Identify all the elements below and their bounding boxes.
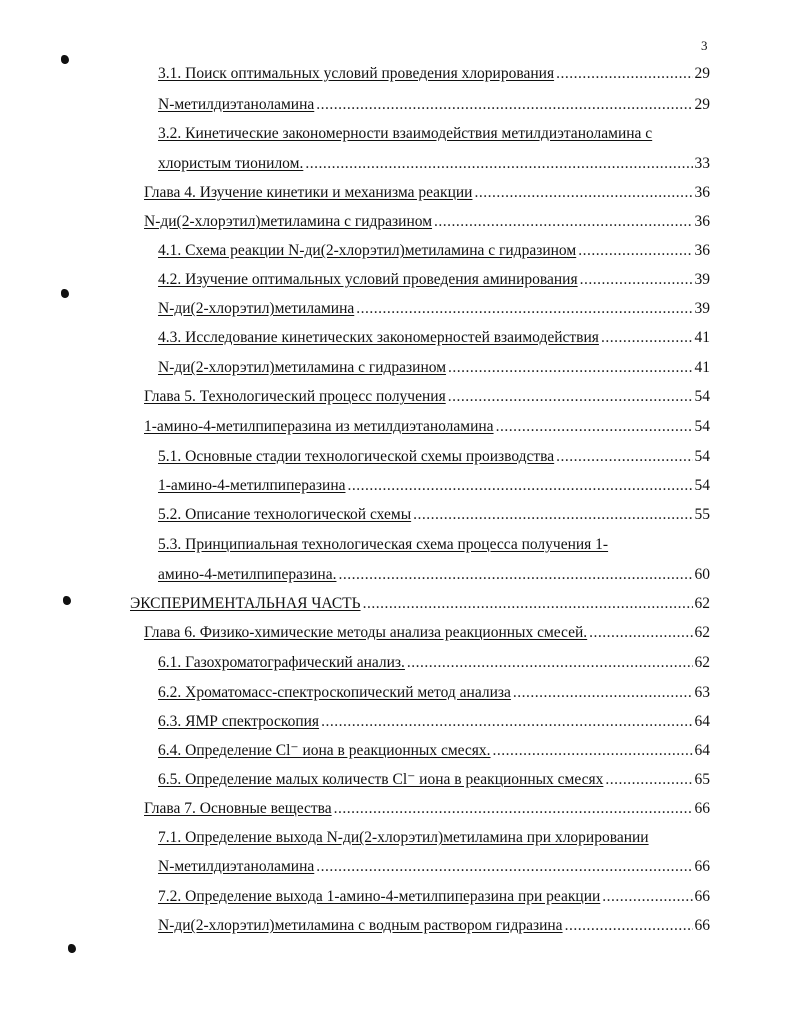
toc-entry[interactable] (144, 800, 710, 818)
toc-entry-page: 36 (694, 213, 710, 230)
toc-entry-page: 66 (694, 858, 710, 875)
toc-entry-text: 7.1. Определение выхода N-ди(2-хлорэтил)метиламина при хлорировании (158, 829, 649, 846)
toc-entry-page: 63 (694, 684, 710, 701)
toc-entry-page: 62 (694, 624, 710, 641)
toc-entry-text: 4.3. Исследование кинетических закономерностей взаимодействия (158, 329, 599, 346)
toc-entry[interactable] (158, 566, 710, 584)
toc-entry[interactable] (144, 624, 710, 642)
toc-entry[interactable] (158, 96, 710, 114)
toc-entry-text: N-ди(2-хлорэтил)метиламина с водным раствором гидразина (158, 917, 563, 934)
toc-entry-page: 54 (694, 448, 710, 465)
punch-hole-mark (68, 944, 76, 953)
toc-entry-page: 29 (694, 65, 710, 82)
toc-entry-page: 64 (694, 713, 710, 730)
toc-entry[interactable] (144, 388, 710, 406)
punch-hole-mark (61, 289, 69, 298)
toc-entry-text: 6.5. Определение малых количеств Cl⁻ иона в реакционных смесях (158, 771, 604, 788)
toc-entry-page: 62 (694, 595, 710, 612)
toc-entry[interactable] (158, 917, 710, 935)
toc-entry-text: 3.2. Кинетические закономерности взаимодействия метилдиэтаноламина с (158, 125, 653, 142)
toc-entry-page: 36 (694, 184, 710, 201)
toc-entry-text: Глава 5. Технологический процесс получения (144, 388, 446, 405)
toc-entry-text: 5.1. Основные стадии технологической схемы производства (158, 448, 555, 465)
toc-entry-page: 66 (694, 917, 710, 934)
toc-entry[interactable] (158, 242, 710, 260)
toc-entry-text: 1-амино-4-метилпиперазина из метилдиэтаноламина (144, 418, 494, 435)
toc-entry-text: 1-амино-4-метилпиперазина (158, 477, 346, 494)
toc-entry[interactable] (158, 477, 710, 495)
toc-entry-page: 60 (694, 566, 710, 583)
toc-entry[interactable] (158, 684, 710, 702)
toc-entry[interactable] (158, 65, 710, 83)
toc-entry-page: 66 (694, 888, 710, 905)
toc-entry[interactable] (144, 213, 710, 231)
toc-entry-page: 62 (694, 654, 710, 671)
toc-entry-page: 29 (694, 96, 710, 113)
toc-entry[interactable] (158, 742, 710, 760)
toc-entry-text: 6.1. Газохроматографический анализ. (158, 654, 405, 671)
toc-entry-text: N-ди(2-хлорэтил)метиламина (158, 300, 355, 317)
toc-entry-text: Глава 4. Изучение кинетики и механизма реакции (144, 184, 473, 201)
toc-entry[interactable] (130, 595, 710, 613)
toc-entry-page: 36 (694, 242, 710, 259)
toc-entry[interactable] (158, 888, 710, 906)
toc-entry-page: 66 (694, 800, 710, 817)
toc-entry-text: Глава 7. Основные вещества (144, 800, 332, 817)
toc-entry[interactable] (144, 418, 710, 436)
toc-entry-text: ЭКСПЕРИМЕНТАЛЬНАЯ ЧАСТЬ (130, 595, 361, 612)
toc-entry[interactable] (158, 359, 710, 377)
toc-entry-page: 65 (694, 771, 710, 788)
page-number: 3 (701, 38, 708, 53)
toc-entry[interactable] (158, 713, 710, 731)
toc-entry-text: N-ди(2-хлорэтил)метиламина с гидразином (144, 213, 433, 230)
toc-entry-text: 6.3. ЯМР спектроскопия (158, 713, 320, 730)
toc-entry-text: N-метилдиэтаноламина (158, 858, 315, 875)
toc-entry-text: Глава 6. Физико-химические методы анализа реакционных смесей. (144, 624, 588, 641)
toc-entry[interactable] (144, 184, 710, 202)
toc-entry[interactable] (158, 829, 710, 847)
toc-entry-page: 39 (694, 300, 710, 317)
toc-entry-text: 5.2. Описание технологической схемы (158, 506, 412, 523)
toc-entry[interactable] (158, 536, 710, 554)
toc-entry-text: амино-4-метилпиперазина. (158, 566, 337, 583)
toc-entry[interactable] (158, 858, 710, 876)
toc-entry[interactable] (158, 448, 710, 466)
toc-entry[interactable] (158, 271, 710, 289)
punch-hole-mark (61, 55, 69, 64)
toc-entry-text: 5.3. Принципиальная технологическая схема процесса получения 1- (158, 536, 609, 553)
toc-entry[interactable] (158, 506, 710, 524)
toc-entry-text: 4.1. Схема реакции N-ди(2-хлорэтил)метиламина с гидразином (158, 242, 577, 259)
toc-entry-page: 54 (694, 477, 710, 494)
toc-entry-text: 6.2. Хроматомасс-спектроскопический метод анализа (158, 684, 511, 701)
toc-entry[interactable] (158, 329, 710, 347)
toc-entry-page: 64 (694, 742, 710, 759)
toc-entry-text: N-ди(2-хлорэтил)метиламина с гидразином (158, 359, 447, 376)
toc-entry-page: 41 (694, 329, 710, 346)
toc-entry-page: 54 (694, 388, 710, 405)
toc-entry-text: 4.2. Изучение оптимальных условий проведения аминирования (158, 271, 578, 288)
toc-entry-text: 6.4. Определение Cl⁻ иона в реакционных смесях. (158, 742, 491, 759)
punch-hole-mark (63, 596, 71, 605)
toc-entry[interactable] (158, 771, 710, 789)
toc-entry-page: 33 (694, 155, 710, 172)
toc-entry-page: 41 (694, 359, 710, 376)
toc-entry-page: 54 (694, 418, 710, 435)
toc-entry-text: 3.1. Поиск оптимальных условий проведения хлорирования (158, 65, 555, 82)
toc-entry-text: 7.2. Определение выхода 1-амино-4-метилпиперазина при реакции (158, 888, 601, 905)
toc-entry-text: N-метилдиэтаноламина (158, 96, 315, 113)
toc-entry[interactable] (158, 654, 710, 672)
toc-entry-page: 39 (694, 271, 710, 288)
toc-entry[interactable] (158, 300, 710, 318)
toc-entry[interactable] (158, 155, 710, 173)
toc-entry[interactable] (158, 125, 710, 143)
toc-entry-text: хлористым тионилом. (158, 155, 304, 172)
toc-entry-page: 55 (694, 506, 710, 523)
